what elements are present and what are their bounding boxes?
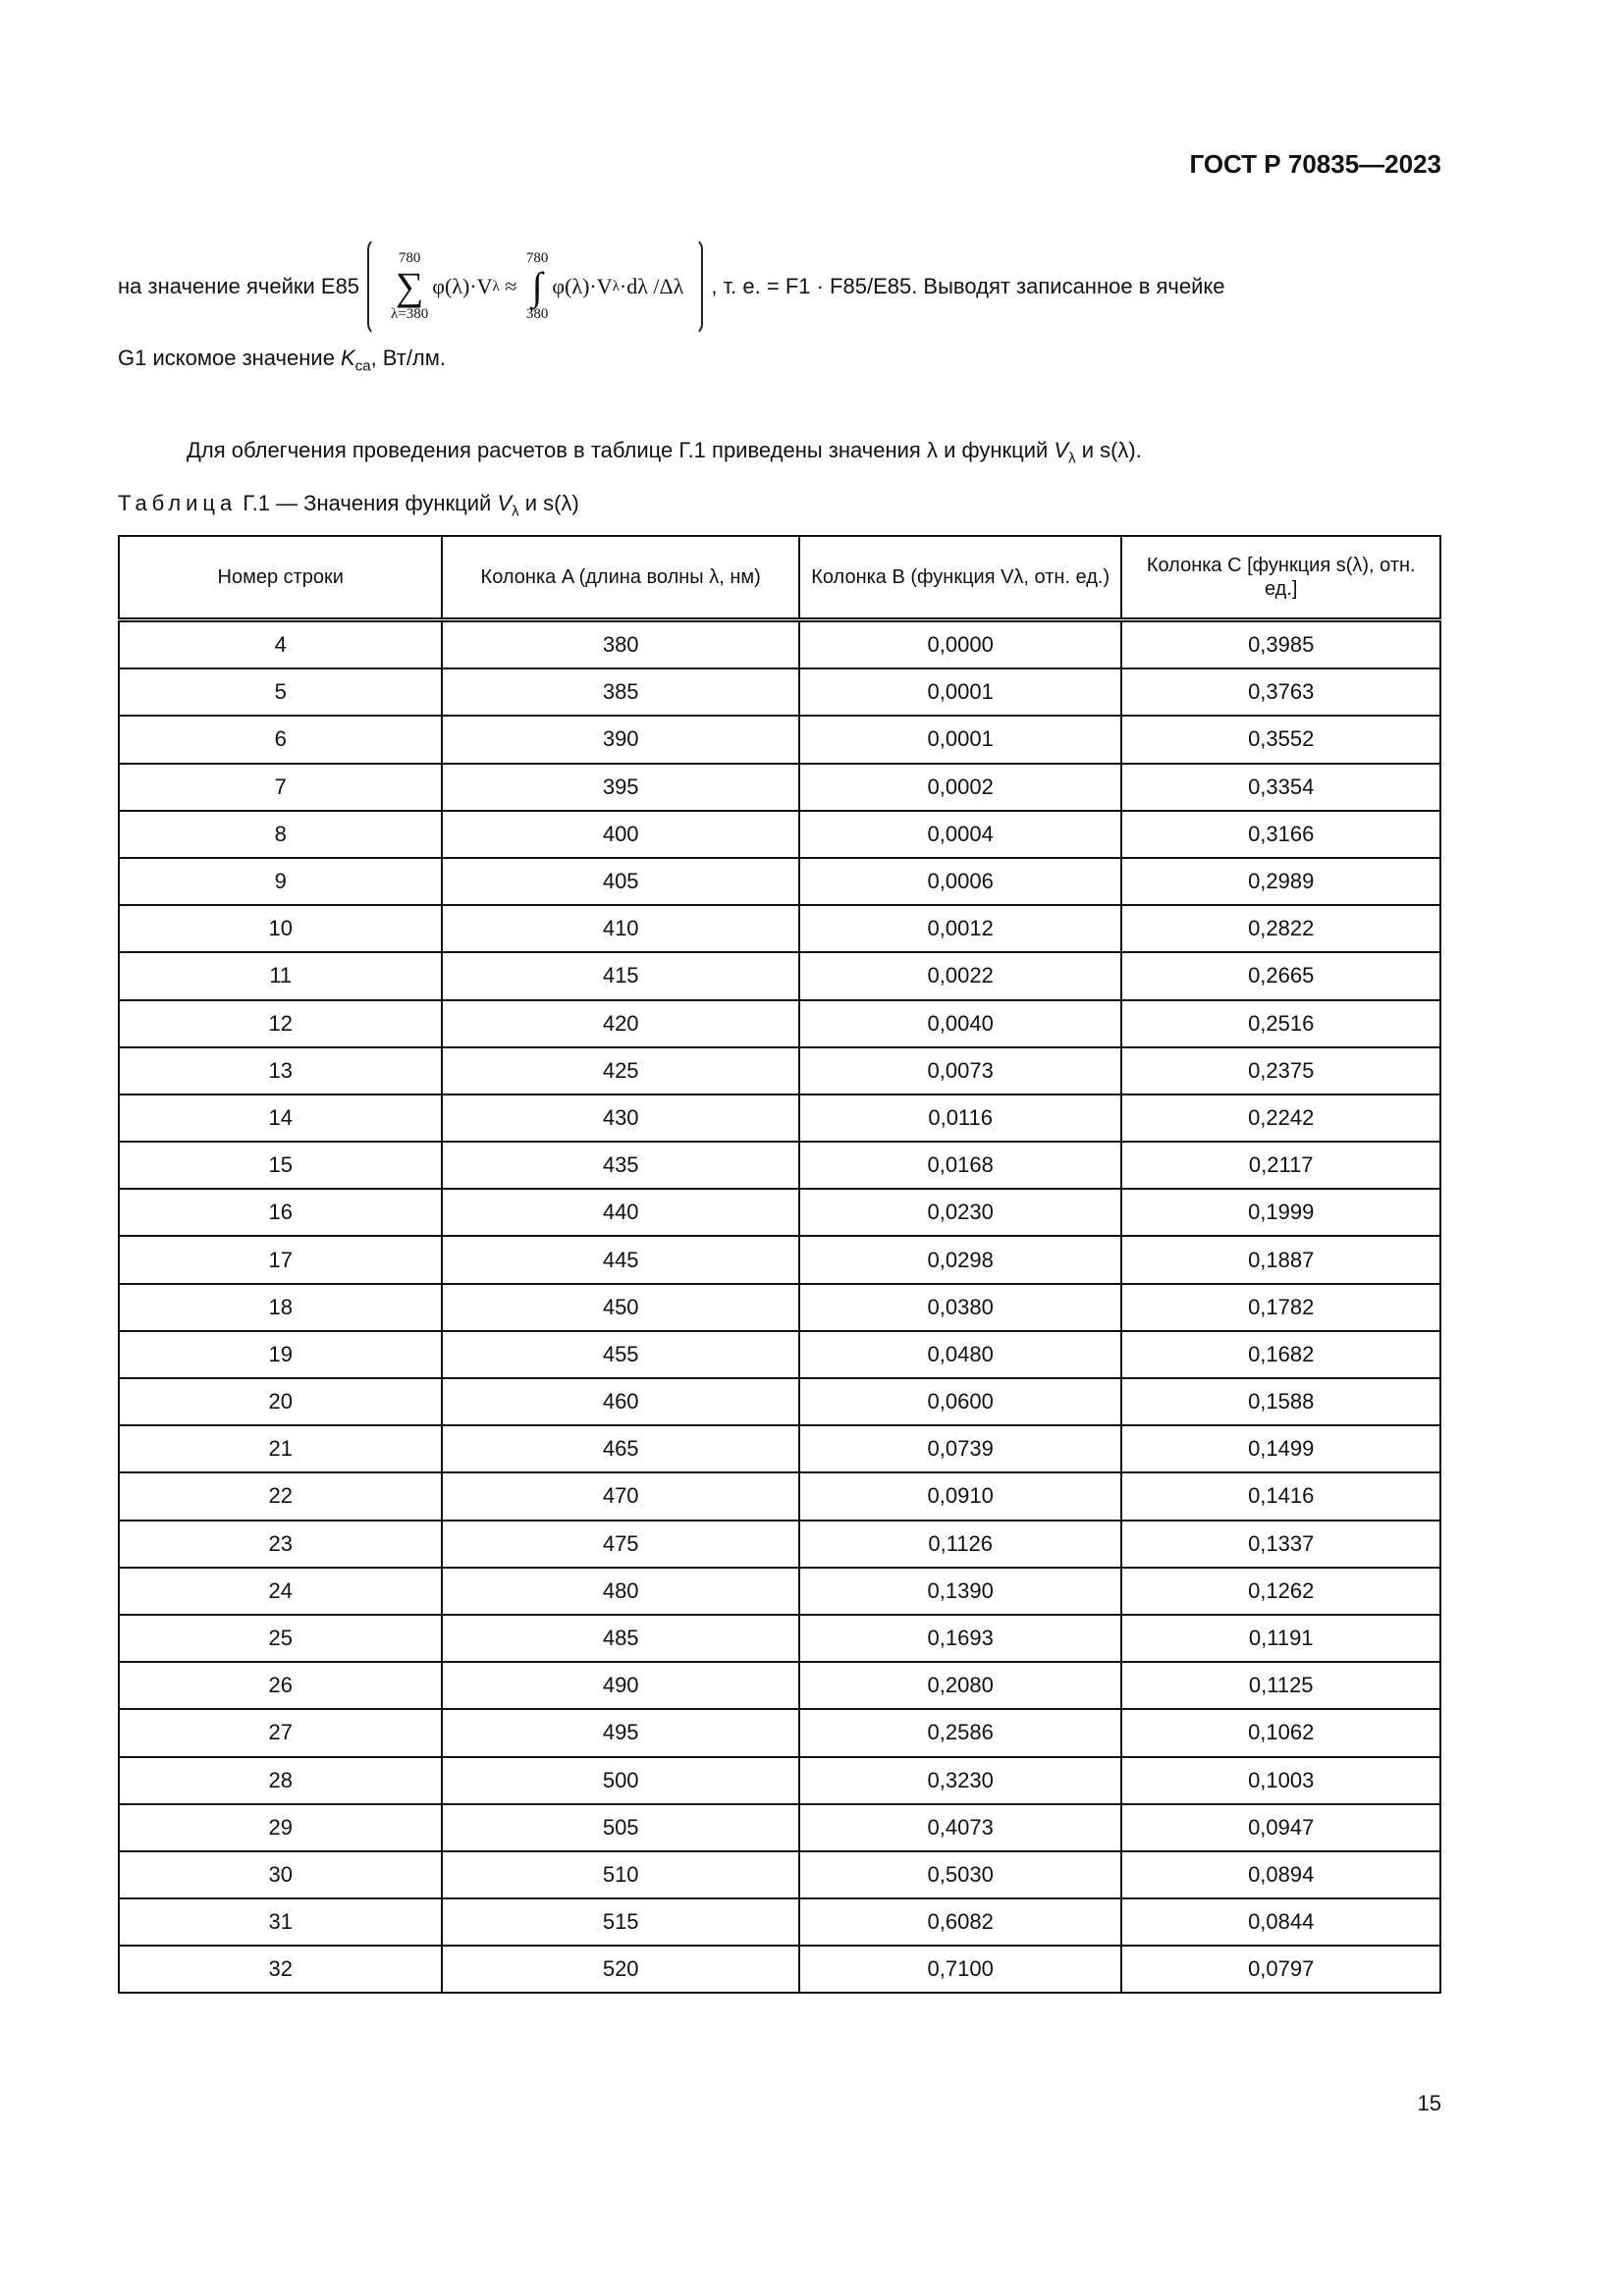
header-column-b: Колонка B (функция Vλ, отн. ед.)	[799, 536, 1122, 620]
cell-wavelength: 495	[442, 1709, 798, 1756]
int-upper: 780	[525, 250, 549, 266]
text: , Вт/лм.	[370, 346, 447, 370]
cell-row-number: 30	[119, 1851, 442, 1898]
cell-s-lambda: 0,2117	[1121, 1142, 1440, 1189]
cell-s-lambda: 0,3552	[1121, 716, 1440, 763]
cell-wavelength: 410	[442, 905, 798, 952]
cell-v-lambda: 0,0004	[799, 811, 1122, 858]
cell-row-number: 31	[119, 1898, 442, 1946]
sub: λ	[512, 503, 519, 520]
cell-row-number: 14	[119, 1095, 442, 1142]
table-row	[119, 1236, 1440, 1283]
cell-s-lambda: 0,3354	[1121, 764, 1440, 811]
sum-upper: 780	[398, 250, 421, 266]
table-row	[119, 858, 1440, 905]
int-lower: 380	[525, 306, 549, 322]
table-row	[119, 1521, 1440, 1568]
cell-row-number: 9	[119, 858, 442, 905]
table-row	[119, 764, 1440, 811]
cell-s-lambda: 0,2516	[1121, 1000, 1440, 1047]
cell-s-lambda: 0,1262	[1121, 1568, 1440, 1615]
cell-row-number: 22	[119, 1472, 442, 1520]
cell-wavelength: 435	[442, 1142, 798, 1189]
cell-v-lambda: 0,2586	[799, 1709, 1122, 1756]
cell-v-lambda: 0,0000	[799, 620, 1122, 669]
cell-v-lambda: 0,4073	[799, 1804, 1122, 1851]
cell-wavelength: 380	[442, 620, 798, 669]
cell-s-lambda: 0,1191	[1121, 1615, 1440, 1662]
cell-s-lambda: 0,0844	[1121, 1898, 1440, 1946]
cell-wavelength: 385	[442, 668, 798, 716]
cell-s-lambda: 0,2375	[1121, 1047, 1440, 1095]
sub: λ	[612, 278, 620, 294]
paragraph-line-2	[118, 346, 446, 374]
cell-wavelength: 505	[442, 1804, 798, 1851]
cell-v-lambda: 0,1126	[799, 1521, 1122, 1568]
table-row	[119, 1142, 1440, 1189]
cell-wavelength: 515	[442, 1898, 798, 1946]
cell-wavelength: 425	[442, 1047, 798, 1095]
cell-s-lambda: 0,1337	[1121, 1521, 1440, 1568]
cell-v-lambda: 0,7100	[799, 1946, 1122, 1993]
symbol-v: V	[1054, 438, 1069, 462]
text: и s(λ).	[1075, 438, 1142, 462]
table-row	[119, 1095, 1440, 1142]
cell-wavelength: 480	[442, 1568, 798, 1615]
cell-v-lambda: 0,0168	[799, 1142, 1122, 1189]
symbol-k: K	[341, 346, 355, 370]
table-caption	[118, 491, 579, 519]
table-row	[119, 1000, 1440, 1047]
cell-s-lambda: 0,1125	[1121, 1662, 1440, 1709]
cell-s-lambda: 0,1416	[1121, 1472, 1440, 1520]
cell-row-number: 25	[119, 1615, 442, 1662]
cell-v-lambda: 0,0002	[799, 764, 1122, 811]
cell-row-number: 17	[119, 1236, 442, 1283]
table-row	[119, 1568, 1440, 1615]
paragraph-formula-line	[118, 238, 1225, 336]
symbol-v: V	[497, 491, 513, 515]
cell-row-number: 16	[119, 1189, 442, 1236]
cell-wavelength: 465	[442, 1425, 798, 1472]
cell-row-number: 13	[119, 1047, 442, 1095]
table-row	[119, 1472, 1440, 1520]
cell-s-lambda: 0,1782	[1121, 1284, 1440, 1331]
cell-row-number: 29	[119, 1804, 442, 1851]
approx: ≈	[505, 274, 517, 298]
paragraph-intro-table	[187, 438, 1142, 466]
cell-wavelength: 440	[442, 1189, 798, 1236]
page-number: 15	[1417, 2091, 1441, 2115]
cell-wavelength: 430	[442, 1095, 798, 1142]
int-body: φ(λ)·V	[552, 274, 613, 298]
cell-row-number: 21	[119, 1425, 442, 1472]
cell-v-lambda: 0,0230	[799, 1189, 1122, 1236]
right-paren	[691, 238, 703, 336]
cell-wavelength: 395	[442, 764, 798, 811]
cell-row-number: 15	[119, 1142, 442, 1189]
cell-s-lambda: 0,1999	[1121, 1189, 1440, 1236]
cell-v-lambda: 0,0600	[799, 1378, 1122, 1425]
cell-row-number: 23	[119, 1521, 442, 1568]
cell-row-number: 4	[119, 620, 442, 669]
cell-v-lambda: 0,0073	[799, 1047, 1122, 1095]
cell-v-lambda: 0,2080	[799, 1662, 1122, 1709]
cell-s-lambda: 0,0797	[1121, 1946, 1440, 1993]
cell-v-lambda: 0,0040	[799, 1000, 1122, 1047]
cell-s-lambda: 0,1062	[1121, 1709, 1440, 1756]
cell-row-number: 18	[119, 1284, 442, 1331]
cell-v-lambda: 0,6082	[799, 1898, 1122, 1946]
sum-symbol: ∑	[395, 264, 424, 308]
cell-row-number: 10	[119, 905, 442, 952]
cell-s-lambda: 0,2665	[1121, 952, 1440, 999]
text-after-formula: , т. е. = F1 · F85/E85. Выводят записанное в ячейке	[711, 274, 1225, 298]
cell-wavelength: 490	[442, 1662, 798, 1709]
document-code: ГОСТ Р 70835—2023	[1189, 149, 1441, 179]
cell-v-lambda: 0,1390	[799, 1568, 1122, 1615]
table-row	[119, 1946, 1440, 1993]
table-row	[119, 1047, 1440, 1095]
cell-wavelength: 405	[442, 858, 798, 905]
cell-row-number: 27	[119, 1709, 442, 1756]
cell-row-number: 11	[119, 952, 442, 999]
table-row	[119, 716, 1440, 763]
cell-v-lambda: 0,0012	[799, 905, 1122, 952]
sub: ca	[354, 357, 371, 375]
cell-s-lambda: 0,2822	[1121, 905, 1440, 952]
table-row	[119, 1331, 1440, 1378]
cell-wavelength: 520	[442, 1946, 798, 1993]
header-column-c: Колонка C [функция s(λ), отн. ед.]	[1121, 536, 1440, 620]
table-row	[119, 1757, 1440, 1804]
cell-wavelength: 485	[442, 1615, 798, 1662]
cell-v-lambda: 0,0116	[799, 1095, 1122, 1142]
cell-s-lambda: 0,2989	[1121, 858, 1440, 905]
sum-operator	[391, 251, 428, 322]
cell-v-lambda: 0,0001	[799, 668, 1122, 716]
table-row	[119, 620, 1440, 669]
cell-s-lambda: 0,1499	[1121, 1425, 1440, 1472]
cell-wavelength: 400	[442, 811, 798, 858]
integral-operator	[526, 251, 549, 322]
table-row	[119, 811, 1440, 858]
cell-row-number: 19	[119, 1331, 442, 1378]
sum-body: φ(λ)·V	[432, 274, 493, 298]
cell-v-lambda: 0,1693	[799, 1615, 1122, 1662]
table-row	[119, 1898, 1440, 1946]
cell-row-number: 20	[119, 1378, 442, 1425]
table-row	[119, 1709, 1440, 1756]
cell-v-lambda: 0,0739	[799, 1425, 1122, 1472]
table-row	[119, 1662, 1440, 1709]
cell-wavelength: 450	[442, 1284, 798, 1331]
table-row	[119, 1851, 1440, 1898]
cell-wavelength: 460	[442, 1378, 798, 1425]
cell-wavelength: 470	[442, 1472, 798, 1520]
cell-s-lambda: 0,1003	[1121, 1757, 1440, 1804]
cell-row-number: 5	[119, 668, 442, 716]
caption-label: Таблица	[118, 491, 238, 515]
cell-wavelength: 455	[442, 1331, 798, 1378]
cell-s-lambda: 0,1682	[1121, 1331, 1440, 1378]
cell-row-number: 6	[119, 716, 442, 763]
table-row	[119, 1189, 1440, 1236]
table-row	[119, 1804, 1440, 1851]
cell-v-lambda: 0,0022	[799, 952, 1122, 999]
cell-v-lambda: 0,0480	[799, 1331, 1122, 1378]
cell-wavelength: 475	[442, 1521, 798, 1568]
cell-row-number: 7	[119, 764, 442, 811]
cell-s-lambda: 0,2242	[1121, 1095, 1440, 1142]
caption-text: Г.1 — Значения функций	[237, 491, 498, 515]
integral-symbol: ∫	[531, 264, 543, 308]
cell-v-lambda: 0,0298	[799, 1236, 1122, 1283]
cell-s-lambda: 0,1887	[1121, 1236, 1440, 1283]
text: Для облегчения проведения расчетов в таблице Г.1 приведены значения λ и функций	[187, 438, 1055, 462]
cell-v-lambda: 0,0910	[799, 1472, 1122, 1520]
sub: λ	[1068, 450, 1076, 467]
text-before-formula: на значение ячейки E85	[118, 274, 360, 298]
cell-s-lambda: 0,0947	[1121, 1804, 1440, 1851]
int-tail: ·dλ /Δλ	[619, 274, 684, 298]
cell-v-lambda: 0,5030	[799, 1851, 1122, 1898]
cell-v-lambda: 0,0006	[799, 858, 1122, 905]
table-row	[119, 1615, 1440, 1662]
table-header-row	[119, 536, 1440, 620]
caption-tail: и s(λ)	[518, 491, 579, 515]
table-row	[119, 1284, 1440, 1331]
sub: λ	[492, 278, 500, 294]
cell-s-lambda: 0,3985	[1121, 620, 1440, 669]
cell-row-number: 8	[119, 811, 442, 858]
cell-s-lambda: 0,1588	[1121, 1378, 1440, 1425]
values-table	[118, 535, 1441, 1994]
table-row	[119, 668, 1440, 716]
cell-wavelength: 390	[442, 716, 798, 763]
cell-wavelength: 510	[442, 1851, 798, 1898]
text: G1 искомое значение	[118, 346, 342, 370]
cell-s-lambda: 0,3166	[1121, 811, 1440, 858]
table-row	[119, 952, 1440, 999]
cell-v-lambda: 0,0380	[799, 1284, 1122, 1331]
header-row-number: Номер строки	[119, 536, 442, 620]
cell-row-number: 28	[119, 1757, 442, 1804]
table-row	[119, 1378, 1440, 1425]
cell-row-number: 24	[119, 1568, 442, 1615]
cell-wavelength: 420	[442, 1000, 798, 1047]
formula	[367, 238, 703, 336]
table-row	[119, 905, 1440, 952]
table-row	[119, 1425, 1440, 1472]
cell-row-number: 26	[119, 1662, 442, 1709]
cell-v-lambda: 0,3230	[799, 1757, 1122, 1804]
cell-wavelength: 445	[442, 1236, 798, 1283]
cell-wavelength: 415	[442, 952, 798, 999]
cell-s-lambda: 0,3763	[1121, 668, 1440, 716]
cell-s-lambda: 0,0894	[1121, 1851, 1440, 1898]
sum-lower: λ=380	[391, 306, 429, 322]
left-paren	[367, 238, 379, 336]
cell-row-number: 32	[119, 1946, 442, 1993]
header-column-a: Колонка A (длина волны λ, нм)	[442, 536, 798, 620]
cell-row-number: 12	[119, 1000, 442, 1047]
cell-wavelength: 500	[442, 1757, 798, 1804]
cell-v-lambda: 0,0001	[799, 716, 1122, 763]
